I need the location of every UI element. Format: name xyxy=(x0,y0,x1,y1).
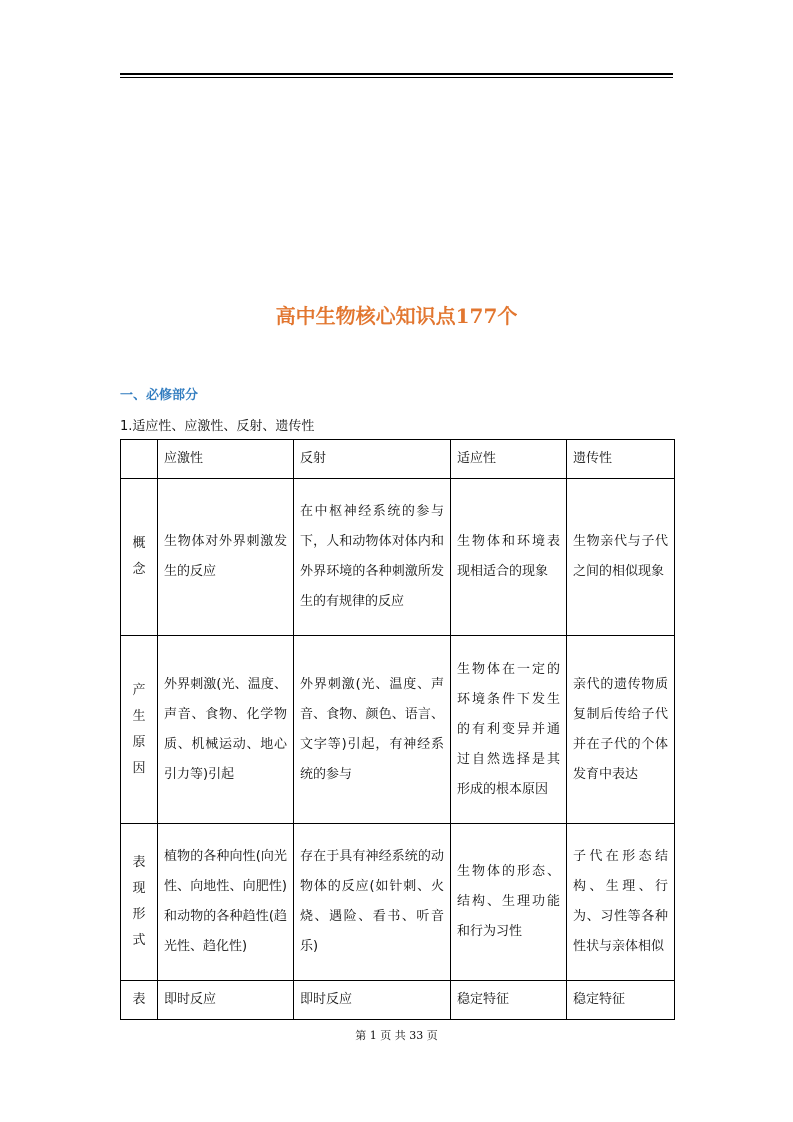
comparison-table xyxy=(120,439,675,1020)
header-cell: 适应性 xyxy=(451,440,567,479)
table-header-row xyxy=(121,440,675,479)
row-label: 概 念 xyxy=(121,479,158,636)
table-cell: 亲代的遗传物质复制后传给子代并在子代的个体发育中表达 xyxy=(567,636,675,824)
table-row xyxy=(121,981,675,1020)
header-rule-thin xyxy=(120,77,673,78)
table-cell: 生物体在一定的环境条件下发生的有利变异并通过自然选择是其形成的根本原因 xyxy=(451,636,567,824)
table-cell: 子代在形态结构、生理、行为、习性等各种性状与亲体相似 xyxy=(567,824,675,981)
table-cell: 生物亲代与子代之间的相似现象 xyxy=(567,479,675,636)
subsection-heading: 1.适应性、应激性、反射、遗传性 xyxy=(120,419,315,434)
row-label: 表 现 形 式 xyxy=(121,824,158,981)
table-cell: 植物的各种向性(向光性、向地性、向肥性)和动物的各种趋性(趋光性、趋化性) xyxy=(158,824,294,981)
table-cell: 存在于具有神经系统的动物体的反应(如针刺、火烧、遇险、看书、听音乐) xyxy=(294,824,451,981)
table-cell: 生物体对外界刺激发生的反应 xyxy=(158,479,294,636)
table-row xyxy=(121,824,675,981)
row-label: 表 xyxy=(121,981,158,1020)
table-row xyxy=(121,636,675,824)
header-cell-blank xyxy=(121,440,158,479)
table-cell: 外界刺激(光、温度、声音、食物、颜色、语言、文字等)引起，有神经系统的参与 xyxy=(294,636,451,824)
section-heading: 一、必修部分 xyxy=(120,388,199,403)
table-row xyxy=(121,479,675,636)
page-title: 高中生物核心知识点177个 xyxy=(275,304,518,328)
table-cell: 生物体和环境表现相适合的现象 xyxy=(451,479,567,636)
table-cell: 外界刺激(光、温度、声音、食物、化学物质、机械运动、地心引力等)引起 xyxy=(158,636,294,824)
header-cell: 遗传性 xyxy=(567,440,675,479)
header-cell: 应激性 xyxy=(158,440,294,479)
header-rule-thick xyxy=(120,73,673,75)
header-cell: 反射 xyxy=(294,440,451,479)
table-cell: 即时反应 xyxy=(158,981,294,1020)
row-label: 产 生 原 因 xyxy=(121,636,158,824)
table-cell: 即时反应 xyxy=(294,981,451,1020)
table-cell: 稳定特征 xyxy=(451,981,567,1020)
table-cell: 生物体的形态、结构、生理功能和行为习性 xyxy=(451,824,567,981)
table-cell: 在中枢神经系统的参与下，人和动物体对体内和外界环境的各种刺激所发生的有规律的反应 xyxy=(294,479,451,636)
table-cell: 稳定特征 xyxy=(567,981,675,1020)
page-footer: 第 1 页 共 33 页 xyxy=(355,1029,438,1042)
